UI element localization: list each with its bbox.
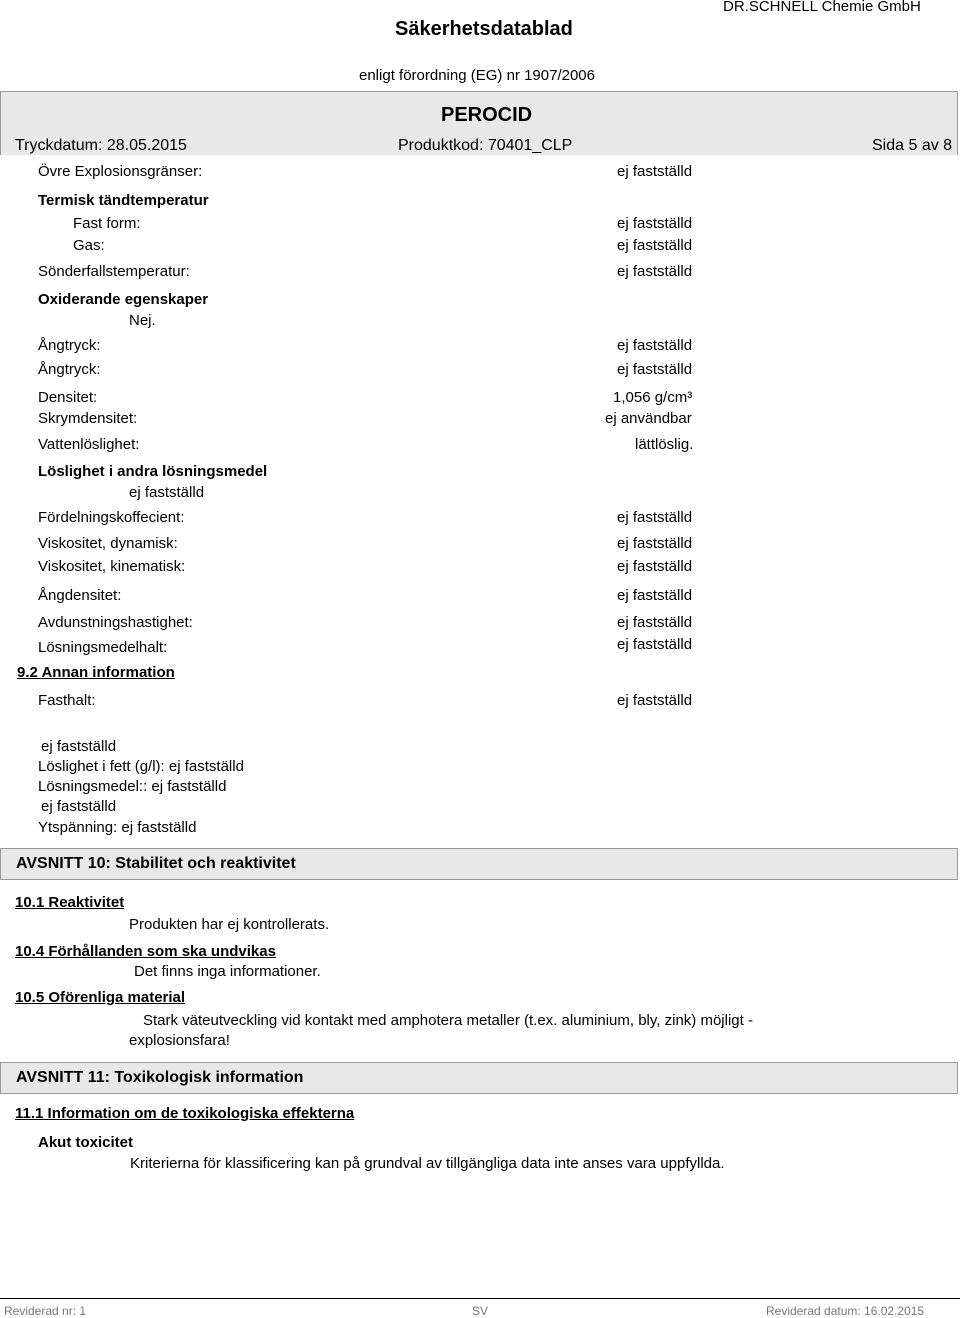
conditions-to-avoid-heading: 10.4 Förhållanden som ska undvikas — [15, 943, 276, 960]
product-code: Produktkod: 70401_CLP — [398, 137, 573, 154]
solvent-content-label: Lösningsmedelhalt: — [38, 639, 168, 656]
acute-toxicity-heading: Akut toxicitet — [38, 1134, 134, 1151]
vapour-pressure-value-1: ej fastställd — [617, 337, 693, 354]
density-value: 1,056 g/cm³ — [613, 389, 693, 406]
other-solvents-heading: Löslighet i andra lösningsmedel — [38, 463, 268, 480]
bulk-density-label: Skrymdensitet: — [38, 410, 138, 427]
evaporation-rate-value: ej fastställd — [617, 614, 693, 631]
section-11-bar — [0, 1062, 958, 1094]
incompatible-materials-text-1: Stark väteutveckling vid kontakt med amphotera metaller (t.ex. aluminium, bly, zink) möjligt - — [143, 1012, 753, 1029]
evaporation-rate-label: Avdunstningshastighet: — [38, 614, 193, 631]
page-number: Sida 5 av 8 — [872, 137, 953, 154]
reactivity-heading: 10.1 Reaktivitet — [15, 894, 125, 911]
acute-toxicity-text: Kriterierna för klassificering kan på grundval av tillgängliga data inte anses vara uppfyllda. — [130, 1155, 725, 1172]
toxicological-effects-heading: 11.1 Information om de toxikologiska effekterna — [15, 1105, 355, 1122]
revision-number: Reviderad nr: 1 — [4, 1304, 87, 1318]
incompatible-materials-heading: 10.5 Oförenliga material — [15, 989, 186, 1006]
decomposition-label: Sönderfallstemperatur: — [38, 263, 190, 280]
footer-divider — [0, 1298, 960, 1299]
solvent-content-value: ej fastställd — [617, 636, 693, 653]
incompatible-materials-text-2: explosionsfara! — [129, 1032, 230, 1049]
viscosity-dynamic-label: Viskositet, dynamisk: — [38, 535, 178, 552]
gas-value: ej fastställd — [617, 237, 693, 254]
solid-form-label: Fast form: — [73, 215, 141, 232]
other-info-line-1: ej fastställd — [41, 738, 117, 755]
bulk-density-value: ej användbar — [605, 410, 692, 427]
section-10-title: AVSNITT 10: Stabilitet och reaktivitet — [16, 855, 296, 872]
vapour-pressure-label-2: Ångtryck: — [38, 361, 101, 378]
print-date: Tryckdatum: 28.05.2015 — [15, 137, 187, 154]
vapour-pressure-label-1: Ångtryck: — [38, 337, 101, 354]
oxidizing-value: Nej. — [129, 312, 156, 329]
other-info-line-4: ej fastställd — [41, 798, 117, 815]
vapour-pressure-value-2: ej fastställd — [617, 361, 693, 378]
company-name: DR.SCHNELL Chemie GmbH — [723, 0, 921, 15]
solid-content-label: Fasthalt: — [38, 692, 96, 709]
vapour-density-label: Ångdensitet: — [38, 587, 122, 604]
solvent-line: Lösningsmedel:: ej fastställd — [38, 778, 227, 795]
water-solubility-value: lättlöslig. — [635, 436, 694, 453]
oxidizing-heading: Oxiderande egenskaper — [38, 291, 209, 308]
ignition-temp-heading: Termisk tändtemperatur — [38, 192, 209, 209]
viscosity-dynamic-value: ej fastställd — [617, 535, 693, 552]
decomposition-value: ej fastställd — [617, 263, 693, 280]
water-solubility-label: Vattenlöslighet: — [38, 436, 140, 453]
surface-tension-line: Ytspänning: ej fastställd — [38, 819, 197, 836]
density-label: Densitet: — [38, 389, 98, 406]
reactivity-text: Produkten har ej kontrollerats. — [129, 916, 330, 933]
vapour-density-value: ej fastställd — [617, 587, 693, 604]
partition-coefficient-value: ej fastställd — [617, 509, 693, 526]
conditions-to-avoid-text: Det finns inga informationer. — [134, 963, 321, 980]
viscosity-kinematic-value: ej fastställd — [617, 558, 693, 575]
language-code: SV — [472, 1304, 489, 1318]
solid-content-value: ej fastställd — [617, 692, 693, 709]
solid-form-value: ej fastställd — [617, 215, 693, 232]
other-solvents-value: ej fastställd — [129, 484, 205, 501]
revision-date: Reviderad datum: 16.02.2015 — [766, 1304, 925, 1318]
upper-explosion-value: ej fastställd — [617, 163, 693, 180]
other-information-heading: 9.2 Annan information — [17, 664, 175, 681]
section-10-bar — [0, 848, 958, 880]
gas-label: Gas: — [73, 237, 105, 254]
fat-solubility-line: Löslighet i fett (g/l): ej fastställd — [38, 758, 244, 775]
viscosity-kinematic-label: Viskositet, kinematisk: — [38, 558, 186, 575]
section-11-title: AVSNITT 11: Toxikologisk information — [16, 1069, 304, 1086]
regulation-text: enligt förordning (EG) nr 1907/2006 — [359, 67, 595, 84]
upper-explosion-label: Övre Explosionsgränser: — [38, 163, 203, 180]
product-name: PEROCID — [441, 104, 533, 126]
document-title: Säkerhetsdatablad — [395, 18, 573, 40]
partition-coefficient-label: Fördelningskoffecient: — [38, 509, 185, 526]
